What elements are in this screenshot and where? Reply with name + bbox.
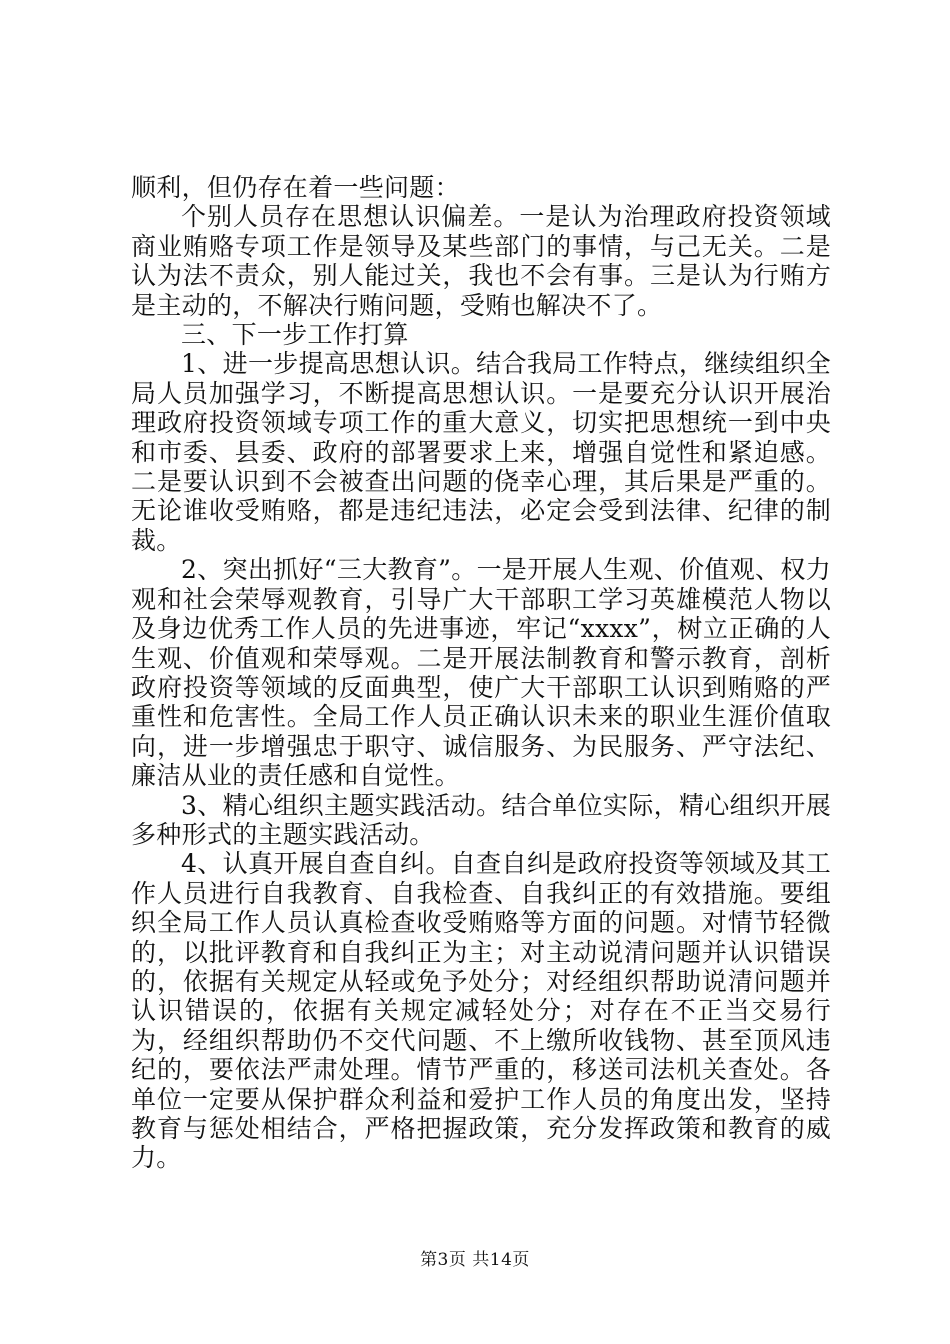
page-number-footer: 第3页 共14页 [420, 1250, 530, 1270]
paragraph-item-4: 4、认真开展自查自纠。自查自纠是政府投资等领域及其工作人员进行自我教育、自我检查、自我纠正的有效措施。要组织全局工作人员认真检查收受贿赂等方面的问题。对情节轻微的，以批评教育和自我纠正为主；对主动说清问题并认识错误的，依据有关规定从轻或免予处分；对经组织帮助说清问题并认识错误的，依据有关规定减轻处分；对存在不正当交易行为，经组织帮助仍不交代问题、不上缴所收钱物、甚至顶风违纪的，要依法严肃处理。情节严重的，移送司法机关查处。各单位一定要从保护群众利益和爱护工作人员的角度出发，坚持教育与惩处相结合，严格把握政策，充分发挥政策和教育的威力。 [131, 849, 831, 1173]
paragraph-item-1: 1、进一步提高思想认识。结合我局工作特点，继续组织全局人员加强学习，不断提高思想认识。一是要充分认识开展治理政府投资领域专项工作的重大意义，切实把思想统一到中央和市委、县委、政府的部署要求上来，增强自觉性和紧迫感。二是要认识到不会被查出问题的侥幸心理，其后果是严重的。无论谁收受贿赂，都是违纪违法，必定会受到法律、纪律的制裁。 [131, 349, 831, 555]
paragraph-item-3: 3、精心组织主题实践活动。结合单位实际，精心组织开展多种形式的主题实践活动。 [131, 790, 831, 849]
paragraph-intro-continuation: 顺利，但仍存在着一些问题： [131, 173, 460, 202]
section-heading-next-steps: 三、下一步工作打算 [181, 320, 409, 350]
paragraph-problems: 个别人员存在思想认识偏差。一是认为治理政府投资领域商业贿赂专项工作是领导及某些部门的事情，与己无关。二是认为法不责众，别人能过关，我也不会有事。三是认为行贿方是主动的，不解决行贿问题，受贿也解决不了。 [131, 202, 831, 320]
document-body [131, 173, 831, 1173]
paragraph-item-2: 2、突出抓好“三大教育”。一是开展人生观、价值观、权力观和社会荣辱观教育，引导广大干部职工学习英雄模范人物以及身边优秀工作人员的先进事迹，牢记“xxxx”，树立正确的人生观、价值观和荣辱观。二是开展法制教育和警示教育，剖析政府投资等领域的反面典型，使广大干部职工认识到贿赂的严重性和危害性。全局工作人员正确认识未来的职业生涯价值取向，进一步增强忠于职守、诚信服务、为民服务、严守法纪、廉洁从业的责任感和自觉性。 [131, 555, 831, 791]
